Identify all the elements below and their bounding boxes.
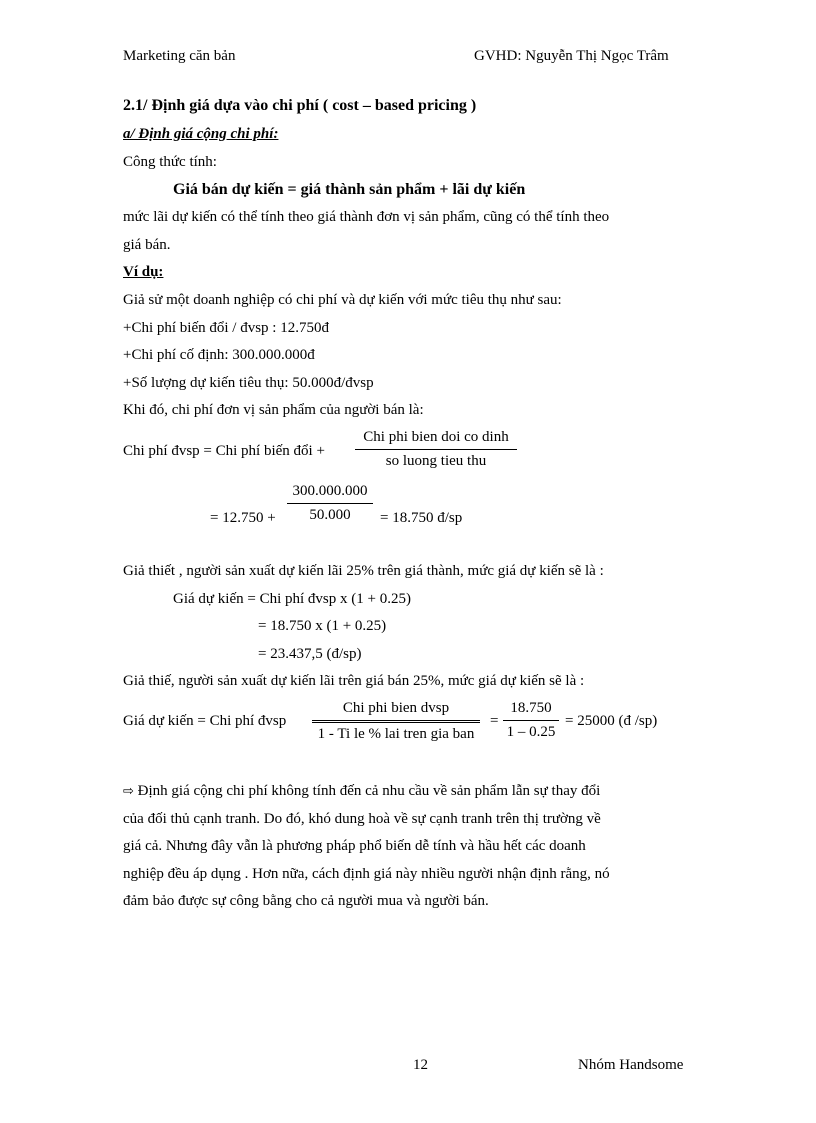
eq2-denominator: 50.000 bbox=[309, 507, 351, 523]
case2-equals: = bbox=[490, 713, 499, 729]
arrow-icon: ⇨ bbox=[123, 784, 134, 799]
case2-fraction-2 bbox=[503, 700, 559, 741]
eq2-rhs: = 18.750 đ/sp bbox=[380, 510, 463, 526]
subheading: a/ Định giá cộng chi phí: bbox=[123, 126, 279, 142]
case1-intro: Giả thiết , người sản xuất dự kiến lãi 25% trên giá thành, mức giá dự kiến sẽ là : bbox=[123, 563, 604, 579]
case2-frac1-denominator: 1 - Ti le % lai tren gia ban bbox=[317, 726, 475, 742]
case2-frac2-numerator: 18.750 bbox=[510, 700, 552, 716]
conclusion-line-1: ⇨ Định giá cộng chi phí không tính đến cả nhu cầu về sản phẩm lẫn sự thay đổi bbox=[123, 783, 601, 799]
eq1-denominator: so luong tieu thu bbox=[385, 453, 487, 469]
eq2-lhs: = 12.750 + bbox=[210, 510, 276, 526]
formula-intro: Công thức tính: bbox=[123, 154, 217, 170]
conclusion-line-3: giá cả. Nhưng đây vẫn là phương pháp phổ biến dễ tính và hầu hết các doanh bbox=[123, 838, 586, 854]
conclusion-line-4: nghiệp đều áp dụng . Hơn nữa, cách định giá này nhiều người nhận định rằng, nó bbox=[123, 866, 610, 882]
note-line-1: mức lãi dự kiến có thể tính theo giá thành đơn vị sản phẩm, cũng có thể tính theo bbox=[123, 209, 610, 225]
case1-line-3: = 23.437,5 (đ/sp) bbox=[258, 646, 362, 662]
case2-frac2-denominator: 1 – 0.25 bbox=[506, 724, 556, 740]
example-item: +Số lượng dự kiến tiêu thụ: 50.000đ/đvsp bbox=[123, 375, 374, 391]
conclusion-line-2: của đối thủ cạnh tranh. Do đó, khó dung hoà về sự cạnh tranh trên thị trường về bbox=[123, 811, 601, 827]
conclusion-line-5: đảm bảo được sự công bằng cho cả người mua và người bán. bbox=[123, 893, 489, 909]
eq1-lhs: Chi phí đvsp = Chi phí biến đổi + bbox=[123, 443, 325, 459]
case1-line-2: = 18.750 x (1 + 0.25) bbox=[258, 618, 387, 634]
case1-line-1: Giá dự kiến = Chi phí đvsp x (1 + 0.25) bbox=[173, 591, 411, 607]
example-item: +Chi phí biến đổi / đvsp : 12.750đ bbox=[123, 320, 329, 336]
note-line-2: giá bán. bbox=[123, 237, 171, 253]
case2-intro: Giả thiế, người sản xuất dự kiến lãi trên giá bán 25%, mức giá dự kiến sẽ là : bbox=[123, 673, 585, 689]
example-intro: Giả sử một doanh nghiệp có chi phí và dự kiến với mức tiêu thụ như sau: bbox=[123, 292, 562, 308]
eq2-fraction bbox=[287, 483, 373, 524]
eq1-fraction bbox=[355, 429, 517, 470]
footer-group: Nhóm Handsome bbox=[578, 1057, 684, 1073]
section-heading: 2.1/ Định giá dựa vào chi phí ( cost – based pricing ) bbox=[123, 97, 477, 114]
example-label: Ví dụ: bbox=[123, 264, 164, 280]
eq1-numerator: Chi phi bien doi co dinh bbox=[363, 429, 509, 445]
case2-lhs: Giá dự kiến = Chi phí đvsp bbox=[123, 713, 287, 729]
case2-fraction-1 bbox=[312, 700, 480, 743]
unit-cost-intro: Khi đó, chi phí đơn vị sản phẩm của người bán là: bbox=[123, 402, 424, 418]
header-right: GVHD: Nguyễn Thị Ngọc Trâm bbox=[474, 48, 669, 64]
header-left: Marketing căn bản bbox=[123, 48, 236, 64]
example-item: +Chi phí cố định: 300.000.000đ bbox=[123, 347, 315, 363]
case2-frac1-numerator: Chi phi bien dvsp bbox=[342, 700, 450, 716]
eq2-numerator: 300.000.000 bbox=[292, 483, 368, 499]
case2-rhs: = 25000 (đ /sp) bbox=[565, 713, 658, 729]
page-number: 12 bbox=[413, 1057, 428, 1073]
formula: Giá bán dự kiến = giá thành sản phẩm + lãi dự kiến bbox=[173, 181, 526, 198]
